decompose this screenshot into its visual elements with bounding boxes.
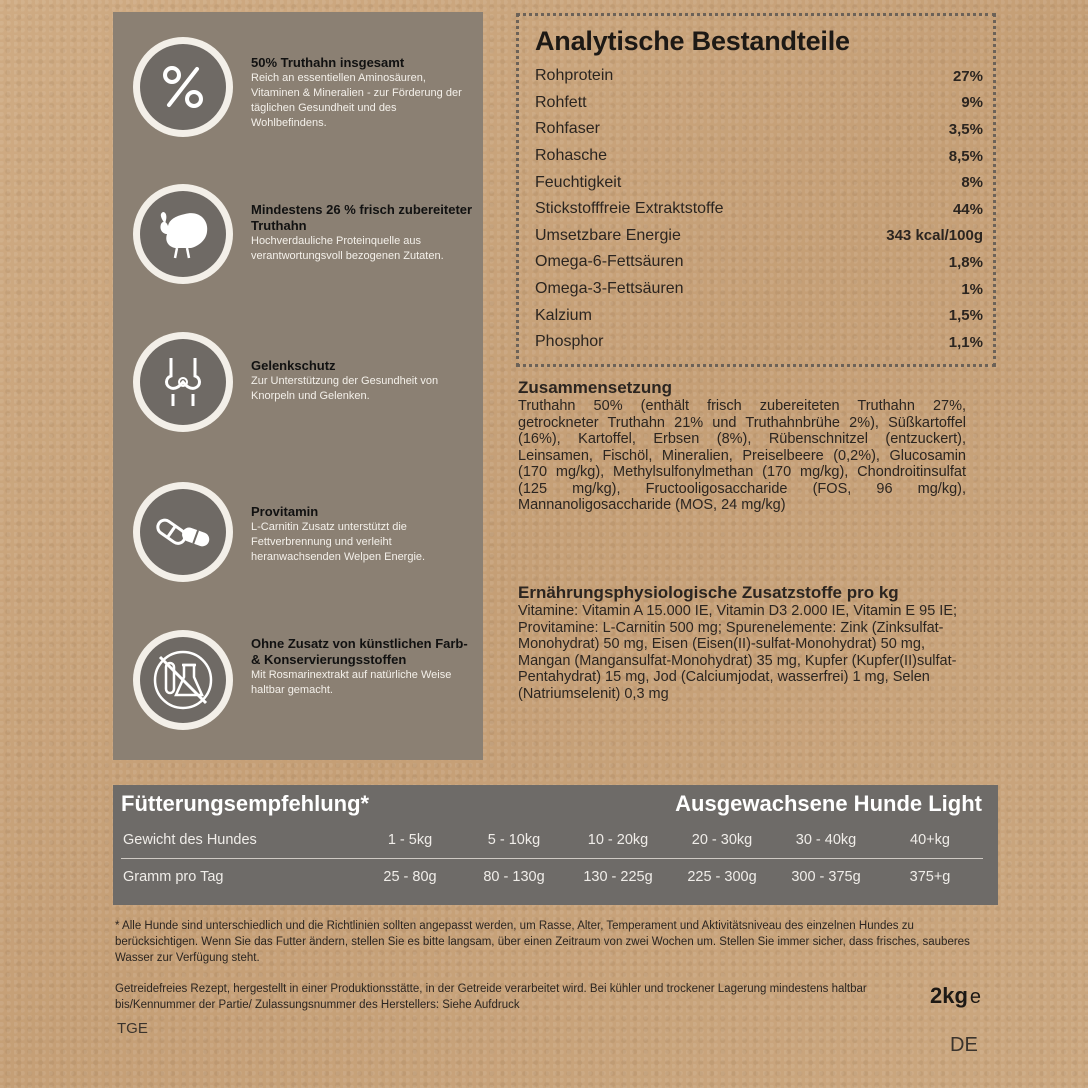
production-note: Getreidefreies Rezept, hergestellt in einer Produktionsstätte, in der Getreide verarbeitet wird. Bei kühler und trockener Lagerung mindestens haltbar bis/Kennummer der Partie/ Zulassungsnummer des Herstellers: Siehe Aufdruck bbox=[115, 983, 867, 1011]
feature-joint-protection bbox=[133, 332, 473, 442]
feeding-title: Fütterungsempfehlung* bbox=[121, 791, 370, 816]
analytic-label: Rohasche bbox=[535, 147, 608, 165]
weight-cell: 20 - 30kg bbox=[691, 832, 753, 848]
analytic-value: 343 kcal/100g bbox=[886, 227, 983, 245]
capsule-icon bbox=[133, 482, 233, 582]
analytic-row bbox=[535, 143, 983, 170]
weight-row bbox=[123, 822, 983, 858]
analytic-label: Rohfaser bbox=[535, 120, 600, 138]
country-code: DE bbox=[950, 1034, 978, 1056]
feature-truthahn-total bbox=[133, 37, 473, 147]
feature-fresh-turkey bbox=[133, 184, 473, 294]
analytic-label: Feuchtigkeit bbox=[535, 173, 622, 191]
no-chemicals-icon bbox=[133, 630, 233, 730]
analytic-label: Omega-3-Fettsäuren bbox=[535, 280, 684, 298]
analytic-label: Kalzium bbox=[535, 306, 592, 324]
analytics-title: Analytische Bestandteile bbox=[535, 26, 850, 56]
percent-icon bbox=[133, 37, 233, 137]
analytic-value: 8% bbox=[961, 174, 983, 192]
features-panel bbox=[113, 12, 483, 760]
estimated-sign: e bbox=[969, 986, 982, 1008]
weight-cell: 10 - 20kg bbox=[587, 832, 649, 848]
analytic-row bbox=[535, 249, 983, 276]
analytic-label: Rohprotein bbox=[535, 67, 614, 85]
analytic-row bbox=[535, 169, 983, 196]
analytic-value: 3,5% bbox=[948, 120, 983, 138]
analytic-value: 8,5% bbox=[948, 147, 983, 165]
grams-label: Gramm pro Tag bbox=[123, 869, 224, 885]
feature-no-additives bbox=[133, 630, 473, 740]
grams-cell: 25 - 80g bbox=[383, 869, 437, 885]
grams-cell: 375+g bbox=[909, 869, 951, 885]
analytic-row bbox=[535, 116, 983, 143]
composition-text: Truthahn 50% (enthält frisch zubereiteten Truthahn 27%, getrockneter Truthahn 21% und Truthahnbrühe 2%), Süßkartoffel (16%), Kartoffel, Erbsen (8%), Rübenschnitzel (entzuckert), Leinsamen, Fischöl, Mineralien, Preiselbeere (0,2%), Glucosamin (170 mg/kg), Methylsulfonylmethan (170 mg/kg), Chondroitinsulfat (125 mg/kg), Fructooligosaccharide (FOS, 96 mg/kg), Mannanoligosaccharide (MOS, 24 mg/kg) bbox=[518, 398, 966, 513]
analytical-constituents-box bbox=[516, 13, 996, 367]
analytic-label: Rohfett bbox=[535, 93, 587, 111]
analytic-row bbox=[535, 302, 983, 329]
feature-description: L-Carnitin Zusatz unterstützt die Fettverbrennung und verleiht heranwachsenden Welpen Energie. bbox=[251, 521, 426, 563]
weight-label: Gewicht des Hundes bbox=[123, 832, 257, 848]
grams-cell: 225 - 300g bbox=[687, 869, 757, 885]
feature-title: 50% Truthahn insgesamt bbox=[251, 55, 405, 70]
feature-title: Provitamin bbox=[251, 504, 319, 519]
grams-cell: 300 - 375g bbox=[791, 869, 861, 885]
net-weight-value: 2kg bbox=[930, 983, 968, 1008]
analytic-value: 27% bbox=[952, 67, 983, 85]
analytic-label: Phosphor bbox=[535, 333, 604, 351]
feature-title: Gelenkschutz bbox=[251, 358, 336, 373]
feature-description: Reich an essentiellen Aminosäuren, Vitaminen & Mineralien - zur Förderung der täglichen Gesundheit und des Wohlbefindens. bbox=[251, 72, 462, 129]
weight-cell: 40+kg bbox=[910, 832, 950, 848]
weight-cell: 5 - 10kg bbox=[487, 832, 541, 848]
analytic-label: Stickstofffreie Extraktstoffe bbox=[535, 200, 724, 218]
composition-title: Zusammensetzung bbox=[518, 378, 672, 397]
analytic-label: Umsetzbare Energie bbox=[535, 226, 681, 244]
composition-section bbox=[518, 378, 966, 514]
turkey-icon bbox=[133, 184, 233, 284]
feature-description: Zur Unterstützung der Gesundheit von Knorpeln und Gelenken. bbox=[251, 375, 439, 402]
grams-row bbox=[123, 859, 983, 895]
feature-description: Hochverdauliche Proteinquelle aus verantwortungsvoll bezogenen Zutaten. bbox=[251, 235, 444, 262]
feature-description: Mit Rosmarinextrakt auf natürliche Weise haltbar gemacht. bbox=[251, 669, 452, 696]
grams-cell: 80 - 130g bbox=[483, 869, 545, 885]
additives-section bbox=[518, 583, 966, 702]
analytic-value: 44% bbox=[952, 200, 983, 218]
analytic-value: 1,1% bbox=[948, 333, 983, 351]
net-weight bbox=[930, 983, 981, 1009]
weight-cell: 30 - 40kg bbox=[795, 832, 857, 848]
analytic-value: 9% bbox=[961, 94, 983, 112]
feeding-footnote: * Alle Hunde sind unterschiedlich und die Richtlinien sollten angepasst werden, um Rasse, Alter, Temperament und Aktivitätsniveau des einzelnen Hundes zu berücksichtigen. Wenn Sie das Futter ändern, stellen Sie es bitte langsam, über einen Zeitraum von zwei Wochen um. Stellen Sie immer sicher, dass frisches, sauberes Wasser zur Verfügung steht. bbox=[115, 920, 970, 964]
feature-provitamin bbox=[133, 482, 473, 592]
feature-title: Mindestens 26 % frisch zubereiteter Truthahn bbox=[251, 202, 473, 233]
analytic-label: Omega-6-Fettsäuren bbox=[535, 253, 684, 271]
additives-text: Vitamine: Vitamin A 15.000 IE, Vitamin D3 2.000 IE, Vitamin E 95 IE; Provitamine: L-Carnitin 500 mg; Spurenelemente: Zink (Zinksulfat-Monohydrat) 50 mg, Eisen (Eisen(II)-sulfat-Monohydrat) 50 mg, Mangan (Mangansulfat-Monohydrat) 35 mg, Kupfer (Kupfer(II)sulfat-Pentahydrat) 15 mg, Jod (Calciumjodat, wasserfrei) 1 mg, Selen (Natriumselenit) 0,3 mg bbox=[518, 603, 958, 702]
analytic-row bbox=[535, 223, 983, 250]
analytic-row bbox=[535, 329, 983, 356]
weight-cell: 1 - 5kg bbox=[387, 832, 433, 848]
analytic-row bbox=[535, 90, 983, 117]
additives-title: Ernährungsphysiologische Zusatzstoffe pro kg bbox=[518, 583, 899, 602]
analytic-value: 1% bbox=[961, 280, 983, 298]
code-left: TGE bbox=[117, 1020, 148, 1037]
grams-cell: 130 - 225g bbox=[583, 869, 653, 885]
feeding-subtitle: Ausgewachsene Hunde Light bbox=[675, 791, 982, 816]
analytic-value: 1,5% bbox=[948, 307, 983, 325]
analytic-row bbox=[535, 276, 983, 303]
analytic-value: 1,8% bbox=[948, 253, 983, 271]
feeding-table bbox=[113, 785, 998, 905]
analytic-row bbox=[535, 196, 983, 223]
feature-title: Ohne Zusatz von künstlichen Farb-& Konservierungsstoffen bbox=[251, 636, 468, 667]
joint-icon bbox=[133, 332, 233, 432]
analytic-row bbox=[535, 63, 983, 90]
